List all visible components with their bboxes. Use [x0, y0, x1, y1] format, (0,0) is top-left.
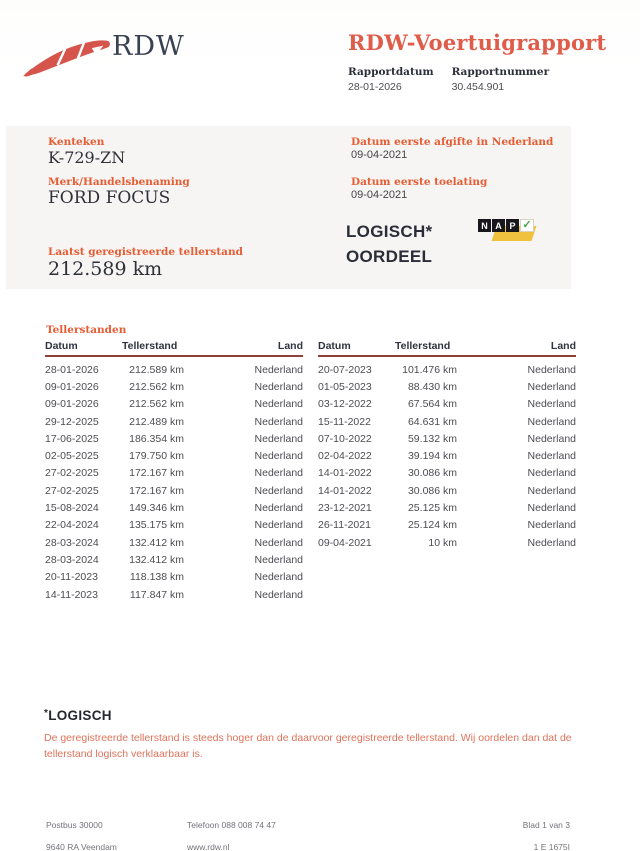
table-row	[45, 534, 303, 551]
odometer-cell: 30.086 km	[407, 484, 457, 497]
rdw-feather-logo-icon	[20, 26, 118, 80]
odometer-cell: 172.167 km	[129, 484, 184, 497]
table-row	[318, 396, 576, 413]
date-cell: 14-11-2023	[45, 588, 98, 601]
table-header	[45, 340, 303, 357]
table-row	[45, 413, 303, 430]
document-title: RDW-Voertuigrapport	[348, 30, 607, 55]
odometer-cell: 10 km	[428, 536, 457, 549]
column-header-datum: Datum	[318, 340, 351, 352]
country-cell: Nederland	[527, 398, 576, 411]
odometer-cell: 64.631 km	[407, 415, 457, 428]
kenteken-value: K-729-ZN	[48, 148, 126, 167]
odometer-cell: 67.564 km	[407, 398, 457, 411]
table-row	[318, 413, 576, 430]
date-cell: 26-11-2021	[318, 519, 371, 532]
footer-form-code: 1 E 1675I	[533, 842, 570, 851]
rdw-wordmark: RDW	[112, 31, 185, 62]
table-row	[45, 569, 303, 586]
table-row	[45, 482, 303, 499]
note-title-text: LOGISCH	[48, 708, 112, 723]
column-header-land: Land	[277, 340, 303, 352]
nap-letter-a: A	[492, 219, 505, 232]
country-cell: Nederland	[527, 380, 576, 393]
nap-checkmark-icon: ✓	[520, 219, 534, 232]
date-cell: 17-06-2025	[45, 432, 99, 445]
country-cell: Nederland	[527, 536, 576, 549]
country-cell: Nederland	[254, 398, 303, 411]
table-header	[318, 340, 576, 357]
footer-page-number: Blad 1 van 3	[522, 820, 570, 830]
report-date-label: Rapportdatum	[348, 66, 434, 78]
country-cell: Nederland	[254, 536, 303, 549]
column-header-tellerstand: Tellerstand	[122, 340, 178, 352]
table-row	[318, 465, 576, 482]
table-row	[318, 378, 576, 395]
footer-phone: Telefoon 088 008 74 47	[187, 820, 276, 830]
odometer-cell: 179.750 km	[129, 450, 184, 463]
table-row	[45, 378, 303, 395]
date-cell: 23-12-2021	[318, 502, 372, 515]
date-cell: 28-03-2024	[45, 536, 99, 549]
date-cell: 02-05-2025	[45, 450, 99, 463]
column-header-datum: Datum	[45, 340, 78, 352]
date-cell: 22-04-2024	[45, 519, 99, 532]
odometer-cell: 25.124 km	[407, 519, 457, 532]
country-cell: Nederland	[527, 467, 576, 480]
table-row	[45, 465, 303, 482]
odometer-cell: 212.562 km	[129, 398, 184, 411]
odometer-cell: 132.412 km	[129, 536, 184, 549]
merk-value: FORD FOCUS	[48, 188, 171, 208]
merk-label: Merk/Handelsbenaming	[48, 176, 190, 188]
country-cell: Nederland	[254, 432, 303, 445]
date-cell: 20-11-2023	[45, 571, 98, 584]
country-cell: Nederland	[254, 571, 303, 584]
table-row	[318, 499, 576, 516]
odometer-cell: 30.086 km	[407, 467, 457, 480]
odometer-cell: 117.847 km	[129, 588, 184, 601]
date-cell: 27-02-2025	[45, 484, 99, 497]
table-row	[45, 551, 303, 568]
date-cell: 07-10-2022	[318, 432, 372, 445]
odometer-cell: 186.354 km	[129, 432, 184, 445]
odometer-cell: 135.175 km	[129, 519, 184, 532]
report-number-value: 30.454.901	[451, 81, 505, 93]
odometer-cell: 132.412 km	[129, 553, 184, 566]
table-row	[45, 499, 303, 516]
table-row	[318, 430, 576, 447]
country-cell: Nederland	[254, 484, 303, 497]
odometer-cell: 118.138 km	[129, 571, 184, 584]
country-cell: Nederland	[527, 502, 576, 515]
table-row	[318, 534, 576, 551]
nap-letter-p: P	[506, 219, 519, 232]
odometer-cell: 101.476 km	[402, 363, 457, 376]
country-cell: Nederland	[527, 415, 576, 428]
kenteken-label: Kenteken	[48, 136, 105, 148]
country-cell: Nederland	[254, 553, 303, 566]
table-row	[45, 517, 303, 534]
table-row	[318, 361, 576, 378]
date-cell: 20-07-2023	[318, 363, 372, 376]
date-cell: 15-11-2022	[318, 415, 371, 428]
country-cell: Nederland	[254, 415, 303, 428]
country-cell: Nederland	[254, 467, 303, 480]
tellerstanden-section-title: Tellerstanden	[46, 324, 127, 336]
date-cell: 28-03-2024	[45, 553, 99, 566]
odometer-cell: 39.194 km	[407, 450, 457, 463]
column-header-land: Land	[550, 340, 576, 352]
table-row	[318, 482, 576, 499]
country-cell: Nederland	[254, 380, 303, 393]
last-odometer-label: Laatst geregistreerde tellerstand	[48, 246, 243, 258]
oordeel-line1: LOGISCH*	[346, 222, 433, 241]
date-cell: 09-04-2021	[318, 536, 372, 549]
footer-website: www.rdw.nl	[187, 842, 230, 851]
odometer-cell: 172.167 km	[129, 467, 184, 480]
note-text: De geregistreerde tellerstand is steeds hoger dan de daarvoor geregistreerde tellerstand. Wij oordelen dan dat de tellerstand logisch verklaarbaar is.	[44, 732, 572, 760]
date-cell: 27-02-2025	[45, 467, 99, 480]
table-row	[45, 586, 303, 603]
date-cell: 29-12-2025	[45, 415, 99, 428]
country-cell: Nederland	[254, 363, 303, 376]
afgifte-label: Datum eerste afgifte in Nederland	[351, 136, 554, 148]
nap-logo	[478, 219, 540, 245]
date-cell: 09-01-2026	[45, 380, 99, 393]
toelating-label: Datum eerste toelating	[351, 176, 488, 188]
table-row	[45, 396, 303, 413]
oordeel-verdict	[346, 219, 432, 269]
afgifte-value: 09-04-2021	[351, 149, 408, 161]
date-cell: 03-12-2022	[318, 398, 372, 411]
oordeel-line2: OORDEEL	[346, 247, 433, 266]
country-cell: Nederland	[254, 519, 303, 532]
country-cell: Nederland	[527, 519, 576, 532]
report-date-value: 28-01-2026	[348, 81, 402, 93]
date-cell: 14-01-2022	[318, 484, 372, 497]
odometer-cell: 212.562 km	[129, 380, 184, 393]
odometer-cell: 212.589 km	[129, 363, 184, 376]
nap-letter-n: N	[478, 219, 491, 232]
footer-address-line2: 9640 RA Veendam	[46, 842, 117, 851]
last-odometer-value: 212.589 km	[48, 258, 163, 280]
date-cell: 09-01-2026	[45, 398, 99, 411]
column-header-tellerstand: Tellerstand	[395, 340, 451, 352]
report-number-label: Rapportnummer	[451, 66, 550, 78]
note-title	[44, 708, 112, 723]
toelating-value: 09-04-2021	[351, 189, 408, 201]
table-row	[45, 361, 303, 378]
date-cell: 01-05-2023	[318, 380, 372, 393]
note-asterisk: *	[44, 708, 49, 719]
country-cell: Nederland	[254, 502, 303, 515]
table-row	[45, 447, 303, 464]
country-cell: Nederland	[254, 450, 303, 463]
odometer-cell: 88.430 km	[407, 380, 457, 393]
odometer-cell: 59.132 km	[407, 432, 457, 445]
report-meta	[348, 66, 549, 93]
table-row	[318, 447, 576, 464]
footer-address-line1: Postbus 30000	[46, 820, 103, 830]
date-cell: 02-04-2022	[318, 450, 372, 463]
country-cell: Nederland	[527, 450, 576, 463]
country-cell: Nederland	[527, 363, 576, 376]
country-cell: Nederland	[527, 432, 576, 445]
odometer-cell: 149.346 km	[129, 502, 184, 515]
date-cell: 15-08-2024	[45, 502, 99, 515]
odometer-cell: 212.489 km	[129, 415, 184, 428]
odometer-table-left	[45, 340, 303, 603]
date-cell: 28-01-2026	[45, 363, 99, 376]
table-row	[45, 430, 303, 447]
country-cell: Nederland	[527, 484, 576, 497]
table-row	[318, 517, 576, 534]
country-cell: Nederland	[254, 588, 303, 601]
odometer-table-right	[318, 340, 576, 551]
date-cell: 14-01-2022	[318, 467, 372, 480]
odometer-cell: 25.125 km	[407, 502, 457, 515]
